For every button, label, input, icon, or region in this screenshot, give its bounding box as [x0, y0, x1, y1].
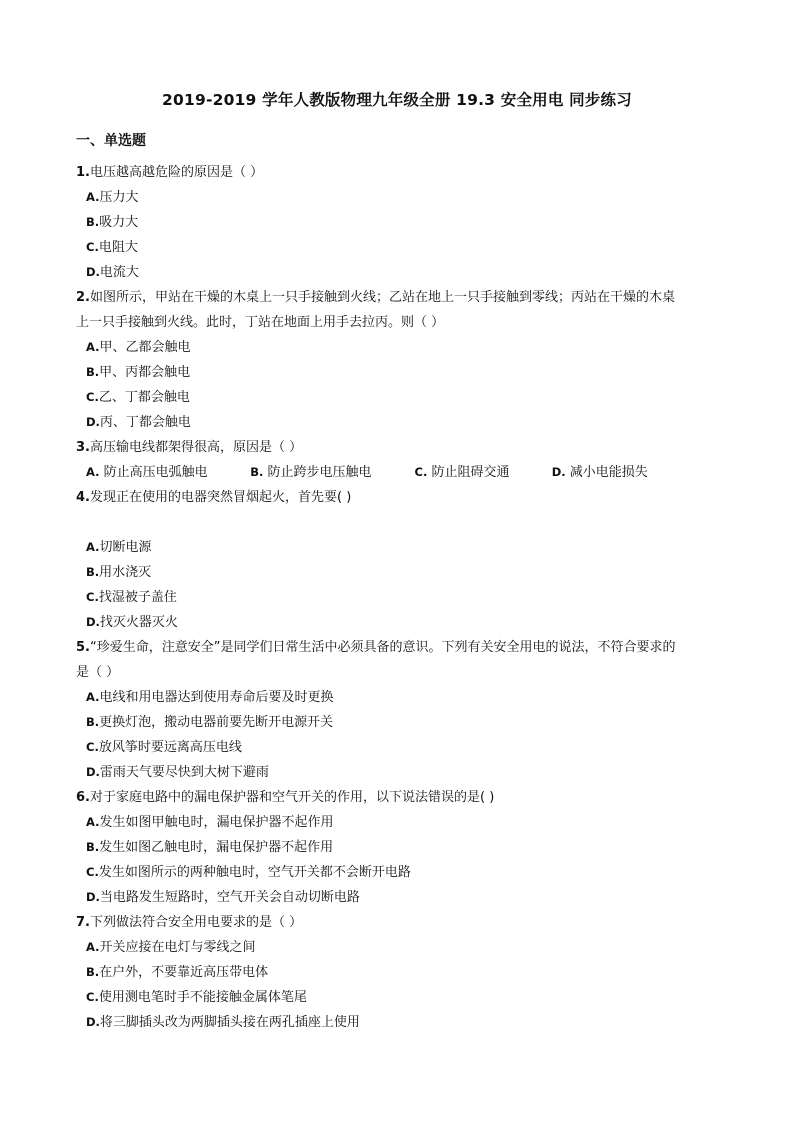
question-4-option-b: B.用水浇灭 [86, 565, 152, 580]
question-1-option-d: D.电流大 [86, 265, 139, 280]
question-2-option-c: C.乙、丁都会触电 [86, 390, 190, 405]
question-3-option-a: A. 防止高压电弧触电 [86, 465, 208, 480]
question-2-option-d: D.丙、丁都会触电 [86, 415, 191, 430]
question-1-stem: 1.电压越高越危险的原因是（ ） [76, 165, 264, 180]
question-4-option-d: D.找灭火器灭火 [86, 615, 178, 630]
question-6-option-d: D.当电路发生短路时，空气开关会自动切断电路 [86, 890, 360, 905]
question-1-option-a: A.压力大 [86, 190, 139, 205]
question-2-option-a: A.甲、乙都会触电 [86, 340, 191, 355]
question-7-option-b: B.在户外，不要靠近高压带电体 [86, 965, 269, 980]
question-list [76, 160, 716, 1035]
question-5-option-d: D.雷雨天气要尽快到大树下避雨 [86, 765, 269, 780]
blank-spacer [76, 510, 716, 535]
question-7-option-c: C.使用测电笔时手不能接触金属体笔尾 [86, 990, 307, 1005]
question-5-option-b: B.更换灯泡，搬动电器前要先断开电源开关 [86, 715, 334, 730]
question-3-option-c: C. 防止阻碍交通 [414, 465, 510, 480]
question-1-option-b: B.吸力大 [86, 215, 139, 230]
question-7-option-d: D.将三脚插头改为两脚插头接在两孔插座上使用 [86, 1015, 360, 1030]
question-5-stem-line-1: 5.“珍爱生命，注意安全”是同学们日常生活中必须具备的意识。下列有关安全用电的说法，不符合要求的 [76, 640, 676, 655]
question-7-option-a: A.开关应接在电灯与零线之间 [86, 940, 256, 955]
question-4-option-c: C.找湿被子盖住 [86, 590, 177, 605]
section-title: 一、单选题 [76, 133, 146, 149]
question-6-option-c: C.发生如图所示的两种触电时，空气开关都不会断开电路 [86, 865, 411, 880]
question-5-option-a: A.电线和用电器达到使用寿命后要及时更换 [86, 690, 334, 705]
question-4-option-a: A.切断电源 [86, 540, 152, 555]
question-3-option-d: D. 减小电能损失 [551, 465, 648, 480]
question-6-option-a: A.发生如图甲触电时，漏电保护器不起作用 [86, 815, 334, 830]
question-1-option-c: C.电阻大 [86, 240, 138, 255]
question-2-stem-line-2: 上一只手接触到火线。此时，丁站在地面上用手去拉丙。则（ ） [76, 315, 445, 330]
question-2-option-b: B.甲、丙都会触电 [86, 365, 191, 380]
question-3-stem: 3.高压输电线都架得很高，原因是（ ） [76, 440, 303, 455]
question-7-stem: 7.下列做法符合安全用电要求的是（ ） [76, 915, 303, 930]
question-2-stem-line-1: 2.如图所示，甲站在干燥的木桌上一只手接触到火线；乙站在地上一只手接触到零线；丙站在干燥的木桌 [76, 290, 675, 305]
question-6-stem: 6.对于家庭电路中的漏电保护器和空气开关的作用，以下说法错误的是( ) [76, 790, 495, 805]
question-6-option-b: B.发生如图乙触电时，漏电保护器不起作用 [86, 840, 334, 855]
question-4-stem: 4.发现正在使用的电器突然冒烟起火，首先要( ) [76, 490, 352, 505]
question-5-stem-line-2: 是（ ） [76, 665, 120, 680]
document-title: 2019-2019 学年人教版物理九年级全册 19.3 安全用电 同步练习 [162, 91, 632, 109]
question-5-option-c: C.放风筝时要远离高压电线 [86, 740, 242, 755]
question-3-options-row [76, 460, 716, 485]
question-3-option-b: B. 防止跨步电压触电 [250, 465, 372, 480]
